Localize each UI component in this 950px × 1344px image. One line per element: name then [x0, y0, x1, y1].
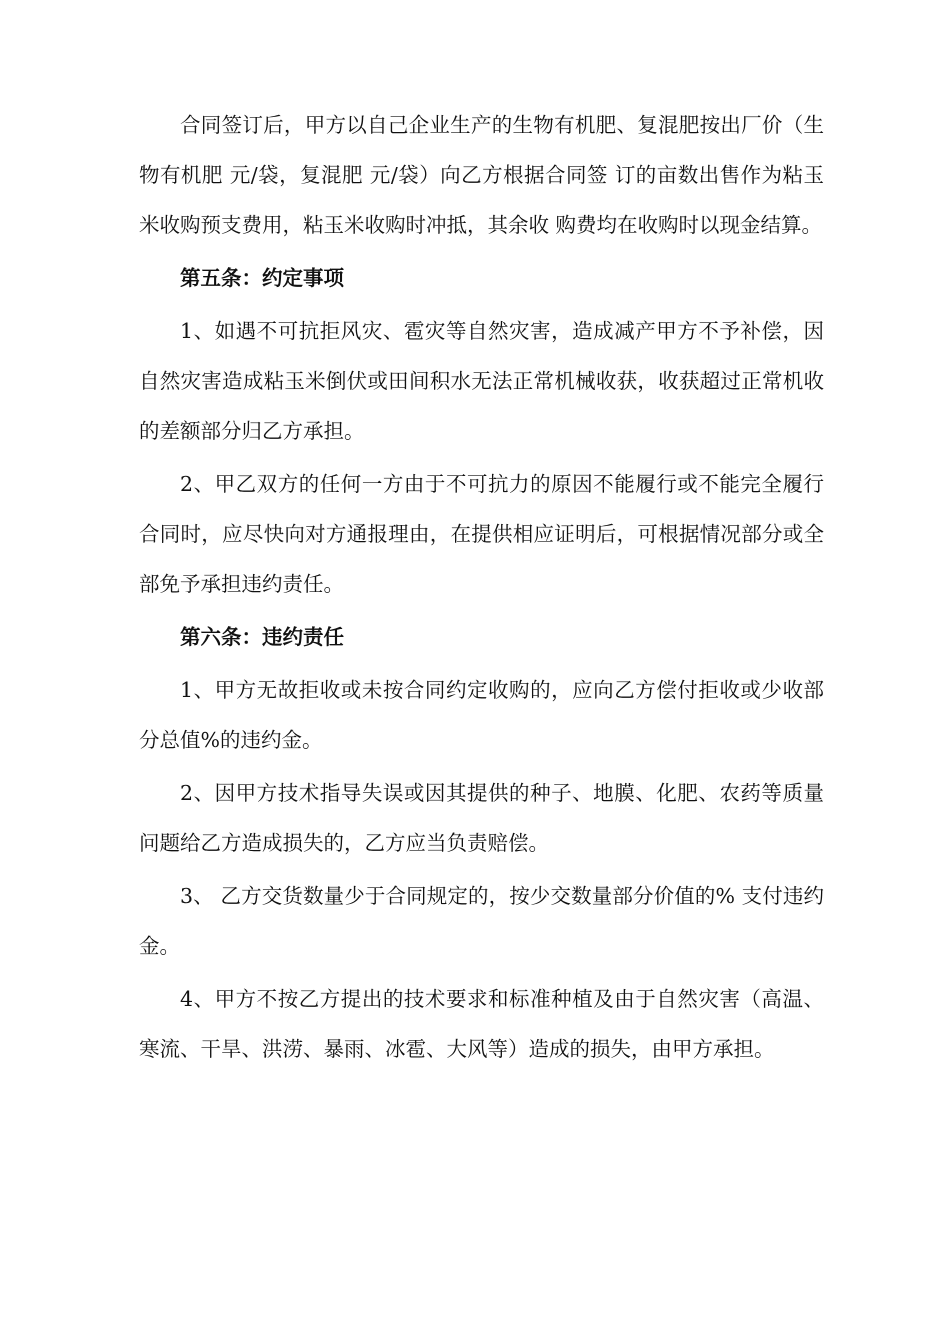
paragraph-force-majeure: 2、甲乙双方的任何一方由于不可抗力的原因不能履行或不能完全履行合同时，应尽快向对方通报理由，在提供相应证明后，可根据情况部分或全部免予承担违约责任。: [139, 472, 824, 596]
paragraph-prepayment: 合同签订后，甲方以自己企业生产的生物有机肥、复混肥按出厂价（生物有机肥 元/袋，复混肥 元/袋）向乙方根据合同签 订的亩数出售作为粘玉米收购预支费用，粘玉米收购时冲抵，其余收 购费均在收购时以现金结算。: [139, 113, 824, 237]
paragraph-delivery-shortfall: 3、 乙方交货数量少于合同规定的，按少交数量部分价值的% 支付违约金。: [139, 884, 824, 958]
article-6-heading: 第六条：违约责任: [180, 625, 344, 649]
paragraph-quality-compensation: 2、因甲方技术指导失误或因其提供的种子、地膜、化肥、农药等质量问题给乙方造成损失的，乙方应当负责赔偿。: [139, 781, 824, 855]
paragraph-rejection-penalty: 1、甲方无故拒收或未按合同约定收购的，应向乙方偿付拒收或少收部分总值%的违约金。: [139, 678, 824, 752]
document-page: [139, 100, 824, 1077]
paragraph-natural-disaster: 1、如遇不可抗拒风灾、雹灾等自然灾害，造成减产甲方不予补偿，因自然灾害造成粘玉米倒伏或田间积水无法正常机械收获，收获超过正常机收的差额部分归乙方承担。: [139, 319, 824, 443]
article-5-heading: 第五条：约定事项: [180, 266, 344, 290]
paragraph-technical-requirements: 4、甲方不按乙方提出的技术要求和标准种植及由于自然灾害（高温、寒流、干旱、洪涝、暴雨、冰雹、大风等）造成的损失，由甲方承担。: [139, 987, 824, 1061]
